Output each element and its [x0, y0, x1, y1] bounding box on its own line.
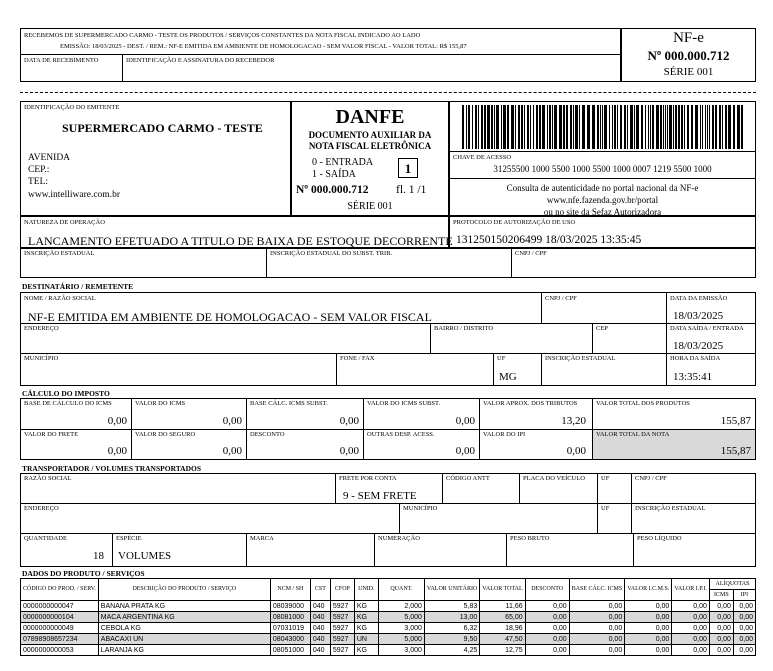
table-cell: 3,000 [378, 645, 424, 656]
tax-discount-label: DESCONTO [250, 431, 285, 438]
tax-ipi-label: VALOR DO IPI [483, 431, 526, 438]
tax-base-st-label: BASE CÁLC. ICMS SUBST. [250, 400, 328, 407]
table-cell: 0,00 [569, 601, 625, 612]
dest-emission-label: DATA DA EMISSÃO [670, 295, 728, 302]
table-cell: 0,00 [733, 612, 755, 623]
freight-value: 9 - SEM FRETE [343, 490, 417, 502]
table-row [21, 645, 756, 656]
tax-products-value: 155,87 [720, 415, 751, 427]
table-cell: 0,00 [525, 623, 569, 634]
table-cell: 040 [310, 601, 330, 612]
table-cell: CEBOLA KG [98, 623, 270, 634]
barcode-bar [549, 105, 551, 149]
table-cell: 0,00 [672, 634, 710, 645]
barcode-bar [707, 105, 708, 149]
products-section-title: DADOS DO PRODUTO / SERVIÇOS [22, 569, 145, 578]
barcode-bar [691, 105, 693, 149]
barcode-bar [501, 105, 502, 149]
tax-icms-st-value: 0,00 [455, 415, 475, 427]
volume-brand-label: MARCA [250, 535, 274, 542]
danfe-sub2: NOTA FISCAL ELETRÔNICA [308, 141, 432, 151]
table-cell: 3,000 [378, 623, 424, 634]
emitter-name: SUPERMERCADO CARMO - TESTE [62, 121, 263, 135]
tax-freight-label: VALOR DO FRETE [24, 431, 79, 438]
table-cell: 0,00 [625, 601, 672, 612]
carrier-city-label: MUNICÍPIO [403, 505, 438, 512]
tax-base-icms-value: 0,00 [107, 415, 127, 427]
plate-label: PLACA DO VEÍCULO [523, 475, 585, 482]
barcode-bar [634, 105, 635, 149]
col-rate-ipi: IPI [733, 590, 755, 601]
table-cell: 5,83 [424, 601, 479, 612]
transport-section-title: TRANSPORTADOR / VOLUMES TRANSPORTADOS [22, 464, 202, 473]
carrier-ie-label: INSCRIÇÃO ESTADUAL [635, 505, 706, 512]
table-cell: 08039000 [270, 601, 310, 612]
dest-name-value: NF-E EMITIDA EM AMBIENTE DE HOMOLOGACAO - SEM VALOR FISCAL [28, 310, 432, 324]
barcode-bar [652, 105, 654, 149]
barcode-bar [573, 105, 574, 149]
tax-approx-value: 13,20 [561, 415, 586, 427]
barcode-bar [617, 105, 618, 149]
barcode-bar [475, 105, 477, 149]
dest-time-label: HORA DA SAÍDA [670, 355, 721, 362]
danfe-sub1: DOCUMENTO AUXILIAR DA [308, 130, 432, 140]
tax-other-label: OUTRAS DESP. ACESS. [367, 431, 435, 438]
table-cell: 0,00 [709, 623, 733, 634]
dest-city-label: MUNICÍPIO [24, 355, 59, 362]
tax-base-icms-label: BASE DE CÁLCULO DO ICMS [24, 400, 112, 407]
tax-approx-label: VALOR APROX. DOS TRIBUTOS [483, 400, 578, 407]
dest-section-title: DESTINATÁRIO / REMETENTE [22, 282, 134, 291]
table-cell: 18,96 [480, 623, 525, 634]
table-cell: 5927 [330, 623, 354, 634]
emitter-tel: TEL: [28, 177, 49, 187]
col-base-icms: BASE CÁLC. ICMS [569, 579, 625, 601]
barcode-bar [645, 105, 646, 149]
barcode-bar [579, 105, 580, 149]
table-cell: 07898908657234 [21, 634, 99, 645]
barcode-bar [468, 105, 470, 149]
volume-kind-label: ESPÉCIE [116, 535, 142, 542]
receipt-line2: EMISSÃO: 18/03/2025 - DEST. / REM.: NF-E EMITIDA EM AMBIENTE DE HOMOLOGACAO - SEM VALOR FISCAL - VALOR TOTAL: R$ 155,87 [60, 43, 467, 50]
table-cell: 0,00 [709, 612, 733, 623]
barcode-bar [507, 105, 509, 149]
barcode-bar [624, 105, 626, 149]
table-cell: 6,32 [424, 623, 479, 634]
table-cell: MACA ARGENTINA KG [98, 612, 270, 623]
table-cell: 040 [310, 645, 330, 656]
barcode-bar [678, 105, 680, 149]
barcode-bar [609, 105, 610, 149]
barcode-bar [702, 105, 703, 149]
barcode-bar [552, 105, 553, 149]
table-cell: 0,00 [525, 645, 569, 656]
table-cell: 040 [310, 634, 330, 645]
barcode-bar [472, 105, 473, 149]
barcode-bar [566, 105, 568, 149]
col-rates: ALÍQUOTAS [709, 579, 755, 590]
col-discount: DESCONTO [525, 579, 569, 601]
barcode-bar [684, 105, 685, 149]
dest-cnpj-label: CNPJ / CPF [545, 295, 577, 302]
products-table [20, 578, 756, 656]
table-cell: 2,000 [378, 601, 424, 612]
nature-value: LANCAMENTO EFETUADO A TITULO DE BAIXA DE ESTOQUE DECORRENTE [28, 234, 453, 248]
table-cell: 040 [310, 612, 330, 623]
barcode-bar [665, 105, 666, 149]
tax-insurance-label: VALOR DO SEGURO [135, 431, 196, 438]
barcode-bar [725, 105, 727, 149]
barcode-bar [582, 105, 585, 149]
table-cell: KG [354, 645, 378, 656]
barcode-bar [728, 105, 731, 149]
receipt-date-label: DATA DE RECEBIMENTO [24, 57, 99, 64]
dest-phone-label: FONE / FAX [340, 355, 375, 362]
table-cell: 4,25 [424, 645, 479, 656]
table-cell: 0,00 [672, 601, 710, 612]
barcode-bar [667, 105, 668, 149]
col-total-value: VALOR TOTAL [480, 579, 525, 601]
table-cell: 0,00 [569, 634, 625, 645]
table-row [21, 612, 756, 623]
table-cell: 0,00 [625, 645, 672, 656]
table-cell: UN [354, 634, 378, 645]
danfe-title: DANFE [335, 106, 405, 128]
barcode-bar [681, 105, 683, 149]
table-cell: KG [354, 623, 378, 634]
carrier-uf2-label: UF [601, 505, 610, 512]
antt-label: CÓDIGO ANTT [446, 475, 490, 482]
emitter-site: www.intelliware.com.br [28, 190, 120, 200]
consult-line2: www.nfe.fazenda.gov.br/portal [546, 195, 659, 205]
barcode-bar [515, 105, 516, 149]
receipt-nfe-label: NF-e [673, 30, 704, 46]
table-cell: BANANA PRATA KG [98, 601, 270, 612]
barcode-bar [592, 105, 595, 149]
table-cell: 0000000000053 [21, 645, 99, 656]
barcode-bar [511, 105, 514, 149]
danfe-exit: 1 - SAÍDA [312, 169, 356, 180]
consult-line1: Consulta de autenticidade no portal nacional da NF-e [506, 183, 699, 193]
table-cell: 07031019 [270, 623, 310, 634]
barcode-bar [478, 105, 479, 149]
table-cell: 0,00 [733, 634, 755, 645]
volume-qty-label: QUANTIDADE [24, 535, 67, 542]
carrier-uf-label: UF [601, 475, 610, 482]
tax-ipi-value: 0,00 [566, 445, 586, 457]
barcode-bar [462, 105, 464, 149]
barcode-bar [494, 105, 495, 149]
table-cell: 0000000000104 [21, 612, 99, 623]
tax-other-value: 0,00 [455, 445, 475, 457]
tax-base-st-value: 0,00 [339, 415, 359, 427]
barcode-bar [737, 105, 740, 149]
emitter-label: IDENTIFICAÇÃO DO EMITENTE [24, 104, 120, 111]
barcode-bar [527, 105, 529, 149]
table-cell: 08043000 [270, 634, 310, 645]
barcode-bar [620, 105, 622, 149]
barcode-bar [656, 105, 659, 149]
barcode-bar [614, 105, 616, 149]
barcode-bar [484, 105, 486, 149]
tax-total-value: 155,87 [720, 445, 751, 457]
barcode-bar [675, 105, 677, 149]
barcode-bar [733, 105, 735, 149]
barcode-bar [660, 105, 662, 149]
barcode-bar [530, 105, 531, 149]
nature-label: NATUREZA DE OPERAÇÃO [24, 219, 105, 226]
tax-total-label: VALOR TOTAL DA NOTA [596, 431, 670, 438]
carrier-cnpj-label: CNPJ / CPF [635, 475, 667, 482]
barcode [460, 105, 745, 149]
tax-products-label: VALOR TOTAL DOS PRODUTOS [596, 400, 690, 407]
table-cell: 0,00 [733, 623, 755, 634]
dest-exit-value: 18/03/2025 [673, 340, 724, 352]
barcode-bar [570, 105, 572, 149]
table-cell: 47,50 [480, 634, 525, 645]
gross-weight-label: PESO BRUTO [510, 535, 550, 542]
table-cell: 040 [310, 623, 330, 634]
table-cell: 5927 [330, 612, 354, 623]
protocol-value: 131250150206499 18/03/2025 13:35:45 [456, 234, 642, 246]
receipt-nfe-number: Nº 000.000.712 [647, 48, 730, 63]
col-unit: UNID. [354, 579, 378, 601]
col-code: CÓDIGO DO PROD. / SERV. [21, 579, 99, 601]
col-ncm: NCM / SH [270, 579, 310, 601]
barcode-bar [487, 105, 490, 149]
table-row [21, 623, 756, 634]
table-cell: 0,00 [709, 634, 733, 645]
table-cell: 5,000 [378, 612, 424, 623]
col-rate-icms: ICMS [709, 590, 733, 601]
barcode-bar [700, 105, 701, 149]
receipt-nfe-series: SÉRIE 001 [663, 66, 714, 78]
dest-ie-label: INSCRIÇÃO ESTADUAL [545, 355, 616, 362]
barcode-bar [524, 105, 525, 149]
dest-uf-value: MG [499, 371, 517, 383]
barcode-bar [597, 105, 599, 149]
col-description: DESCRIÇÃO DO PRODUTO / SERVIÇO [98, 579, 270, 601]
tax-icms-value: 0,00 [222, 415, 242, 427]
table-cell: 0,00 [709, 601, 733, 612]
barcode-bar [663, 105, 664, 149]
barcode-bar [575, 105, 578, 149]
danfe-number: Nº 000.000.712 [296, 184, 369, 196]
col-icms-value: VALOR I.C.M.S. [625, 579, 672, 601]
col-qty: QUANT. [378, 579, 424, 601]
table-cell: 0,00 [625, 612, 672, 623]
dest-address-label: ENDEREÇO [24, 325, 59, 332]
tax-insurance-value: 0,00 [222, 445, 242, 457]
barcode-bar [612, 105, 613, 149]
table-cell: 0,00 [569, 612, 625, 623]
barcode-bar [650, 105, 651, 149]
table-cell: LARANJA KG [98, 645, 270, 656]
barcode-bar [587, 105, 590, 149]
barcode-bar [559, 105, 562, 149]
barcode-bar [491, 105, 493, 149]
ie-label: INSCRIÇÃO ESTADUAL [24, 250, 95, 257]
barcode-bar [602, 105, 603, 149]
emit-cnpj-label: CNPJ / CPF [515, 250, 547, 257]
tax-icms-label: VALOR DO ICMS [135, 400, 186, 407]
table-cell: 5,000 [378, 634, 424, 645]
danfe-series: SÉRIE 001 [347, 201, 393, 212]
receipt-line1: RECEBEMOS DE SUPERMERCADO CARMO - TESTE OS PRODUTOS / SERVIÇOS CONSTANTES DA NOTA FISCAL INDICADO AO LADO [24, 32, 421, 39]
barcode-bar [722, 105, 723, 149]
col-unit-value: VALOR UNITÁRIO [424, 579, 479, 601]
dest-cep-label: CEP [596, 325, 608, 332]
barcode-bar [687, 105, 689, 149]
table-row [21, 634, 756, 645]
volume-kind-value: VOLUMES [118, 550, 172, 562]
barcode-bar [673, 105, 674, 149]
col-cst: CST [310, 579, 330, 601]
dest-district-label: BAIRRO / DISTRITO [434, 325, 494, 332]
table-cell: 13,00 [424, 612, 479, 623]
volume-qty-value: 18 [93, 550, 104, 562]
barcode-bar [518, 105, 520, 149]
consult-line3: ou no site da Sefaz Autorizadora [543, 207, 662, 217]
table-cell: 0,00 [709, 645, 733, 656]
barcode-bar [466, 105, 467, 149]
barcode-bar [648, 105, 649, 149]
dest-time-value: 13:35:41 [673, 371, 713, 383]
table-cell: KG [354, 612, 378, 623]
table-cell: 0000000000049 [21, 623, 99, 634]
barcode-bar [600, 105, 601, 149]
barcode-bar [542, 105, 545, 149]
volume-numbering-label: NUMERAÇÃO [378, 535, 420, 542]
barcode-bar [695, 105, 698, 149]
table-cell: 0,00 [672, 623, 710, 634]
tax-section-title: CÁLCULO DO IMPOSTO [22, 389, 110, 398]
dest-name-label: NOME / RAZÃO SOCIAL [24, 295, 96, 302]
emitter-cep: CEP.: [28, 165, 50, 175]
net-weight-label: PESO LÍQUIDO [637, 535, 682, 542]
barcode-bar [641, 105, 643, 149]
barcode-bar [741, 105, 743, 149]
table-cell: ABACAXI UN [98, 634, 270, 645]
access-key-label: CHAVE DE ACESSO [453, 154, 512, 161]
barcode-bar [712, 105, 714, 149]
barcode-bar [521, 105, 523, 149]
table-cell: 0,00 [525, 634, 569, 645]
barcode-bar [554, 105, 557, 149]
table-cell: 0,00 [672, 612, 710, 623]
barcode-bar [533, 105, 534, 149]
barcode-bar [539, 105, 541, 149]
barcode-bar [627, 105, 628, 149]
emitter-address: AVENIDA [28, 153, 71, 163]
table-row [21, 601, 756, 612]
table-cell: KG [354, 601, 378, 612]
protocol-label: PROTOCOLO DE AUTORIZAÇÃO DE USO [453, 219, 576, 226]
table-cell: 5927 [330, 634, 354, 645]
tax-discount-value: 0,00 [339, 445, 359, 457]
table-cell: 65,00 [480, 612, 525, 623]
barcode-bar [636, 105, 639, 149]
col-cfop: CFOP [330, 579, 354, 601]
danfe-entry: 0 - ENTRADA [312, 157, 374, 168]
danfe-page: fl. 1 /1 [396, 184, 427, 196]
table-cell: 0,00 [525, 612, 569, 623]
table-cell: 0,00 [569, 623, 625, 634]
table-cell: 0,00 [733, 645, 755, 656]
iest-label: INSCRIÇÃO ESTADUAL DO SUBST. TRIB. [270, 250, 393, 257]
table-cell: 0,00 [569, 645, 625, 656]
barcode-bar [503, 105, 506, 149]
barcode-bar [496, 105, 499, 149]
table-cell: 0,00 [672, 645, 710, 656]
table-cell: 0,00 [733, 601, 755, 612]
dest-emission-value: 18/03/2025 [673, 310, 724, 322]
barcode-bar [719, 105, 721, 149]
carrier-name-label: RAZÃO SOCIAL [24, 475, 72, 482]
barcode-bar [547, 105, 548, 149]
access-key: 31255500 1000 5500 1000 5500 1000 0007 1219 5500 1000 [493, 164, 712, 174]
receipt-sign-label: IDENTIFICAÇÃO E ASSINATURA DO RECEBEDOR [126, 57, 275, 64]
table-cell: 9,50 [424, 634, 479, 645]
dest-exit-label: DATA SAÍDA / ENTRADA [670, 325, 744, 332]
barcode-bar [630, 105, 633, 149]
barcode-bar [715, 105, 717, 149]
col-ipi-value: VALOR I.P.I. [672, 579, 710, 601]
tax-freight-value: 0,00 [107, 445, 127, 457]
barcode-bar [536, 105, 538, 149]
table-cell: 0000000000047 [21, 601, 99, 612]
barcode-bar [604, 105, 607, 149]
table-cell: 5927 [330, 645, 354, 656]
dest-uf-label: UF [497, 355, 506, 362]
carrier-address-label: ENDEREÇO [24, 505, 59, 512]
barcode-bar [481, 105, 483, 149]
cut-line [20, 92, 756, 93]
barcode-bar [709, 105, 710, 149]
table-cell: 08081000 [270, 612, 310, 623]
table-cell: 08051000 [270, 645, 310, 656]
table-cell: 11,66 [480, 601, 525, 612]
freight-label: FRETE POR CONTA [339, 475, 397, 482]
danfe-type-box: 1 [398, 158, 418, 178]
barcode-bar [705, 105, 706, 149]
table-cell: 5927 [330, 601, 354, 612]
dest-box [20, 292, 756, 386]
table-cell: 12,75 [480, 645, 525, 656]
barcode-bar [669, 105, 672, 149]
table-cell: 0,00 [525, 601, 569, 612]
barcode-bar [563, 105, 565, 149]
table-cell: 0,00 [625, 623, 672, 634]
tax-icms-st-label: VALOR DO ICMS SUBST. [367, 400, 441, 407]
table-cell: 0,00 [625, 634, 672, 645]
